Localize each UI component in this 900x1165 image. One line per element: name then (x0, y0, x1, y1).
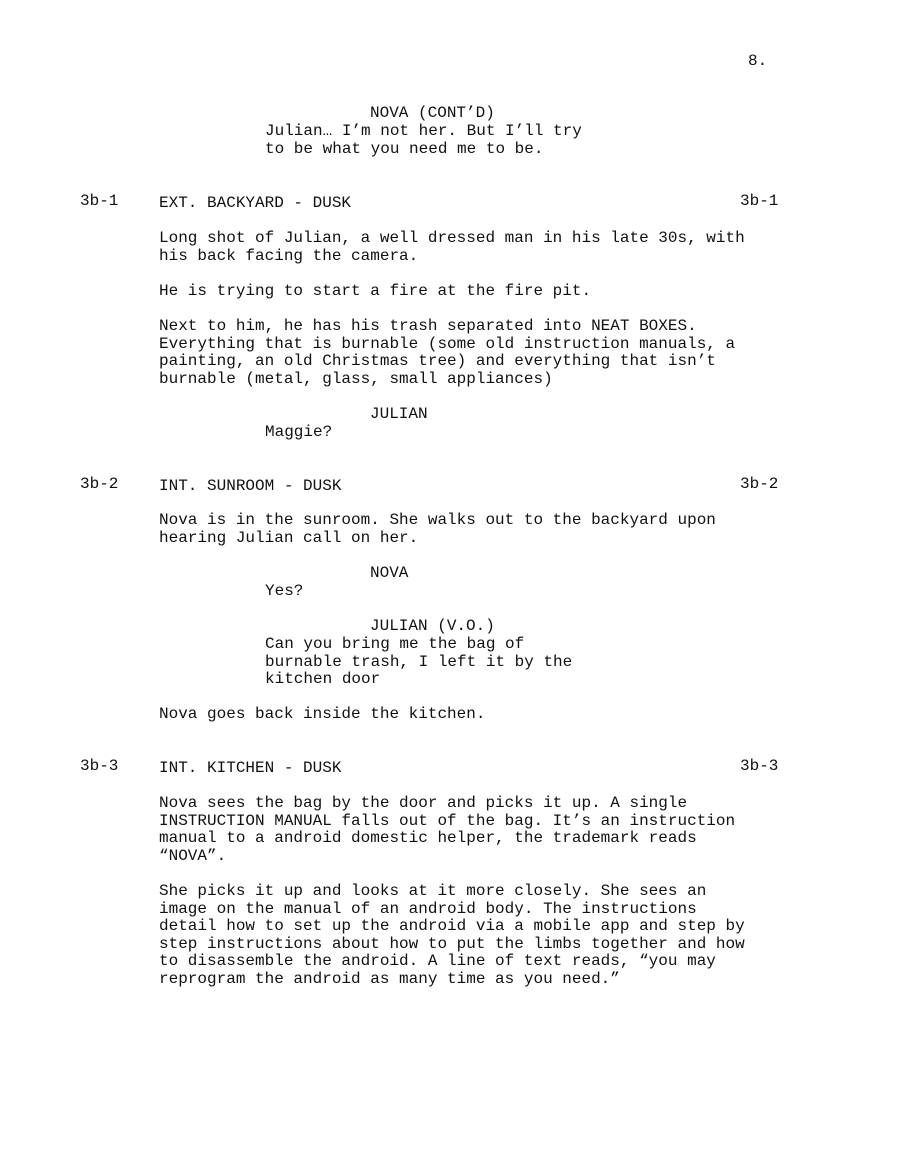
dialogue: Yes? (265, 582, 304, 600)
character-name: NOVA (CONT’D) (370, 104, 495, 122)
scene-number-left: 3b-1 (80, 192, 119, 210)
action-line: He is trying to start a fire at the fire pit. (159, 282, 592, 300)
page-number: 8. (748, 52, 768, 70)
action-line: Next to him, he has his trash separated into NEAT BOXES. Everything that is burnable (some old instruction manuals, a painting, an old Christmas tree) and everything that isn’t burnable (metal, glass, small appliances) (159, 317, 736, 388)
dialogue: Maggie? (265, 423, 333, 441)
scene-number-right: 3b-2 (740, 475, 779, 493)
scene-number-right: 3b-1 (740, 192, 779, 210)
scene-heading: EXT. BACKYARD - DUSK (159, 194, 352, 212)
scene-heading: INT. SUNROOM - DUSK (159, 477, 342, 495)
action-line: Nova sees the bag by the door and picks it up. A single INSTRUCTION MANUAL falls out of the bag. It’s an instruction manual to a android domestic helper, the trademark reads “NOVA”. (159, 794, 736, 865)
character-name: JULIAN (V.O.) (370, 617, 495, 635)
scene-number-left: 3b-3 (80, 757, 119, 775)
action-line: Nova goes back inside the kitchen. (159, 705, 486, 723)
scene-heading: INT. KITCHEN - DUSK (159, 759, 342, 777)
character-name: NOVA (370, 564, 409, 582)
scene-number-right: 3b-3 (740, 757, 779, 775)
action-line: Long shot of Julian, a well dressed man in his late 30s, with his back facing the camera. (159, 229, 745, 265)
character-name: JULIAN (370, 405, 428, 423)
scene-number-left: 3b-2 (80, 475, 119, 493)
action-line: Nova is in the sunroom. She walks out to the backyard upon hearing Julian call on her. (159, 511, 716, 547)
action-line: She picks it up and looks at it more closely. She sees an image on the manual of an android body. The instructions detail how to set up the android via a mobile app and step by step instructions about how to put the limbs together and how to disassemble the android. A line of text reads, “you may reprogram the android as many time as you need.” (159, 882, 745, 988)
dialogue: Can you bring me the bag of burnable trash, I left it by the kitchen door (265, 635, 573, 689)
dialogue: Julian… I’m not her. But I’ll try to be what you need me to be. (265, 122, 582, 158)
